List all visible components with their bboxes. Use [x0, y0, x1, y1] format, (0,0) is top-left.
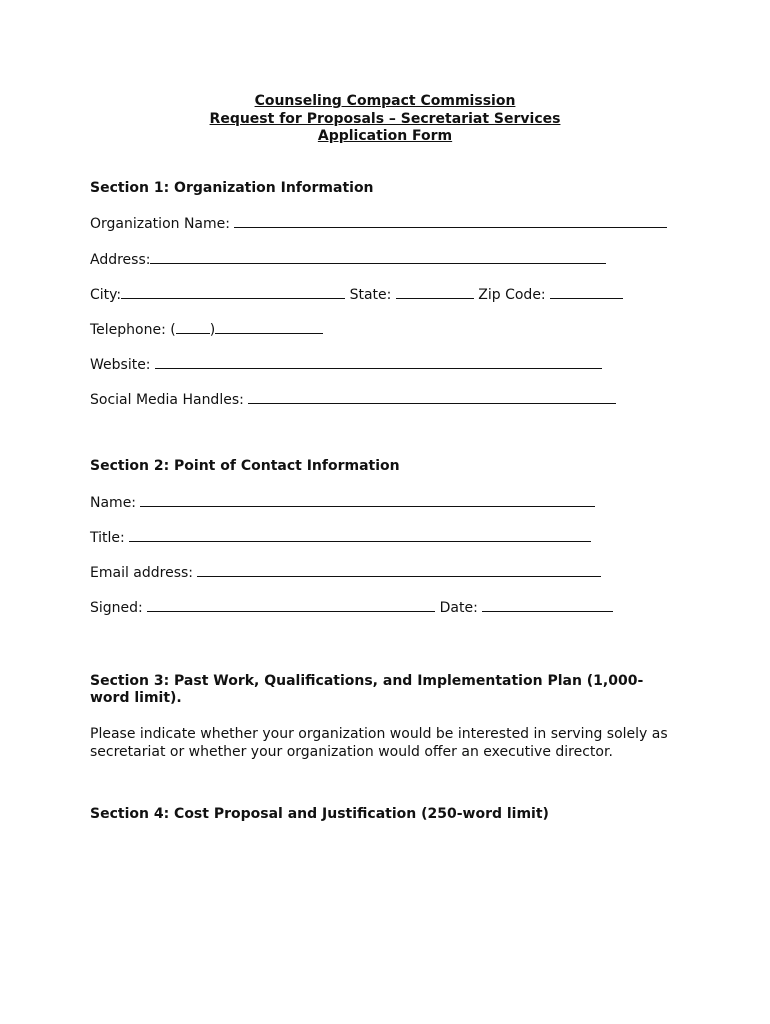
contact-name-row: [90, 493, 595, 512]
telephone-row: [90, 320, 323, 339]
city-state-zip-row: [90, 285, 623, 304]
telephone-close-paren: ): [209, 322, 216, 338]
contact-title-row: [90, 528, 591, 547]
area-code-field[interactable]: [176, 320, 210, 334]
email-row: [90, 563, 601, 582]
organization-name-label: Organization Name:: [90, 216, 235, 232]
contact-name-field[interactable]: [140, 493, 595, 507]
state-label: State:: [345, 287, 396, 303]
website-row: [90, 355, 602, 374]
contact-title-label: Title:: [90, 530, 130, 546]
state-field[interactable]: [396, 285, 474, 299]
zip-code-label: Zip Code:: [473, 287, 551, 303]
section-1-heading: Section 1: Organization Information: [90, 180, 374, 196]
contact-title-field[interactable]: [129, 528, 591, 542]
address-row: [90, 250, 606, 269]
city-label: City:: [90, 287, 122, 303]
website-label: Website:: [90, 357, 155, 373]
signed-label: Signed:: [90, 600, 148, 616]
section-2-heading: Section 2: Point of Contact Information: [90, 458, 400, 474]
city-field[interactable]: [121, 285, 345, 299]
organization-name-row: [90, 214, 667, 233]
section-3-heading: Section 3: Past Work, Qualifications, and Implementation Plan (1,000-word limit).: [90, 673, 644, 706]
email-field[interactable]: [197, 563, 601, 577]
section-4-heading: Section 4: Cost Proposal and Justification (250-word limit): [90, 806, 549, 822]
telephone-label: Telephone: (: [90, 322, 176, 338]
section-3-instructions: Please indicate whether your organization would be interested in serving solely as secretariat or whether your organization would offer an executive director.: [90, 726, 668, 760]
telephone-field[interactable]: [215, 320, 323, 334]
social-media-label: Social Media Handles:: [90, 392, 249, 408]
date-field[interactable]: [482, 598, 613, 612]
organization-name-field[interactable]: [234, 214, 667, 228]
form-header: [0, 93, 770, 146]
rfp-title: Request for Proposals – Secretariat Services: [209, 110, 561, 127]
commission-title: Counseling Compact Commission: [254, 93, 516, 109]
email-label: Email address:: [90, 565, 198, 581]
zip-code-field[interactable]: [550, 285, 623, 299]
address-field[interactable]: [150, 250, 606, 264]
contact-name-label: Name:: [90, 495, 141, 511]
address-label: Address:: [90, 252, 151, 268]
website-field[interactable]: [155, 355, 602, 369]
social-media-row: [90, 390, 616, 409]
date-label: Date:: [435, 600, 483, 616]
signature-field[interactable]: [147, 598, 435, 612]
form-title: Application Form: [317, 128, 453, 144]
signed-date-row: [90, 598, 613, 617]
social-media-field[interactable]: [248, 390, 616, 404]
